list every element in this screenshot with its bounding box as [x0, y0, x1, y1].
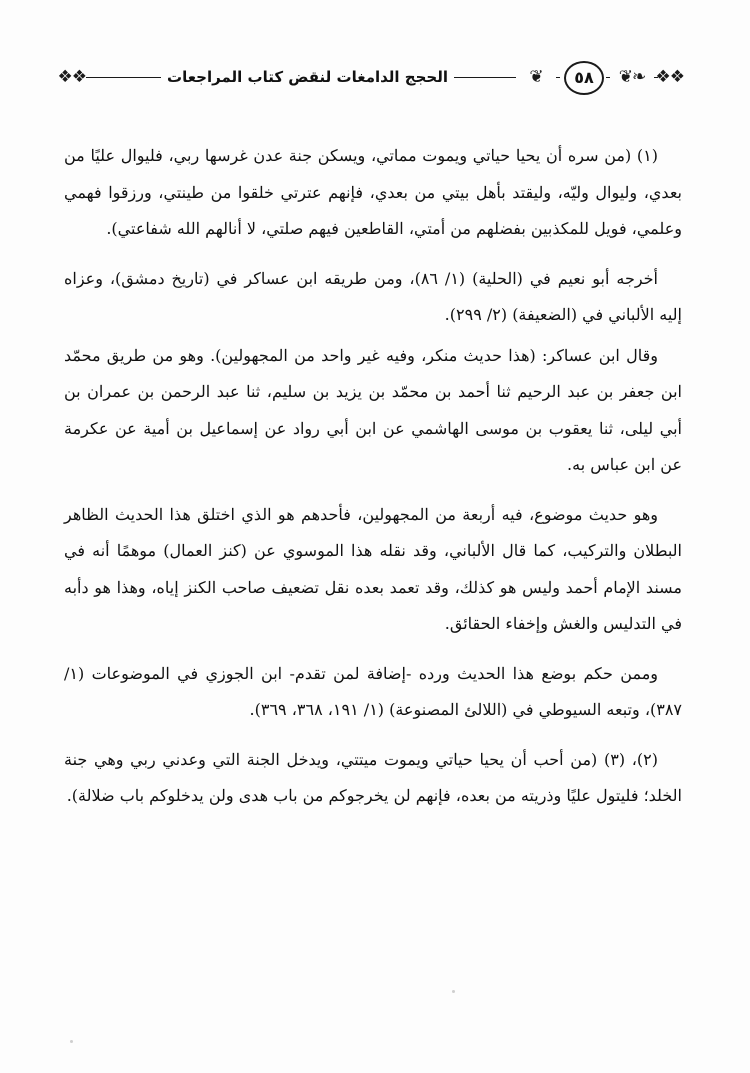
- running-title: الحجج الدامغات لنقض كتاب المراجعات: [161, 65, 454, 89]
- takhrij-paragraph: أخرجه أبو نعيم في (الحلية) (١/ ٨٦)، ومن طريقه ابن عساكر في (تاريخ دمشق)، وعزاه إليه الألباني في (الضعيفة) (٢/ ٢٩٩).: [64, 268, 682, 324]
- page-number-badge: [560, 60, 606, 94]
- page-body: [64, 138, 682, 828]
- hadith-text-1: (١) (من سره أن يحيا حياتي ويموت مماتي، ويسكن جنة عدن غرسها ربي، فليوال عليًا من بعدي، وليوال وليّه، وليقتد بأهل بيتي من بعدي، فإنهم عترتي خلقوا من طينتي، ورزقوا فهمي وعلمي، فويل للمكذبين بفضلهم من أمتي، القاطعين فيهم صلتي، لا أنالهم الله شفاعتي).: [64, 146, 682, 238]
- scholars-paragraph: وممن حكم بوضع هذا الحديث ورده -إضافة لمن تقدم- ابن الجوزي في الموضوعات (١/ ٣٨٧)، وتبعه السيوطي في (اللالئ المصنوعة) (١/ ١٩١، ٣٦٨، ٣٦٩).: [64, 663, 682, 719]
- page-number: ٥٨: [564, 61, 604, 95]
- ruling-paragraph: وهو حديث موضوع، فيه أربعة من المجهولين، فأحدهم هو الذي اختلق هذا الحديث الظاهر البطلان والتركيب، كما قال الألباني، وقد نقله هذا الموسوي عن (كنز العمال) موهمًا أنه في مسند الإمام أحمد وليس هو كذلك، وقد تعمد بعده نقل تضعيف صاحب الكنز إياه، وهذا هو دأبه في التدليس والغش وإخفاء الحقائق.: [64, 504, 682, 633]
- header-ornament-icon: ❖❖: [655, 67, 684, 87]
- scan-speck: [70, 1040, 73, 1043]
- header-ornament-icon: ❖❖: [57, 67, 86, 87]
- running-header: [57, 58, 684, 98]
- isnad-paragraph: وقال ابن عساكر: (هذا حديث منكر، وفيه غير واحد من المجهولين). وهو من طريق محمّد ابن جعفر بن عبد الرحيم ثنا أحمد بن محمّد بن يزيد بن سليم، ثنا عبد الرحمن بن عمران بن أبي ليلى، ثنا يعقوب بن موسى الهاشمي عن ابن أبي رواد عن إسماعيل بن أمية عن عكرمة عن ابن عباس به.: [64, 345, 682, 474]
- hadith-text-2: (٢)، (٣) (من أحب أن يحيا حياتي ويموت ميتتي، ويدخل الجنة التي وعدني ربي وهي جنة الخلد؛ فليتول عليًا وذريته من بعده، فإنهم لن يخرجوكم من باب هدى ولن يدخلوكم باب ضلالة).: [64, 749, 682, 805]
- header-flourish-icon: ❧❦: [610, 66, 654, 88]
- header-flourish-icon: ❦: [516, 66, 556, 88]
- scan-speck: [452, 990, 455, 993]
